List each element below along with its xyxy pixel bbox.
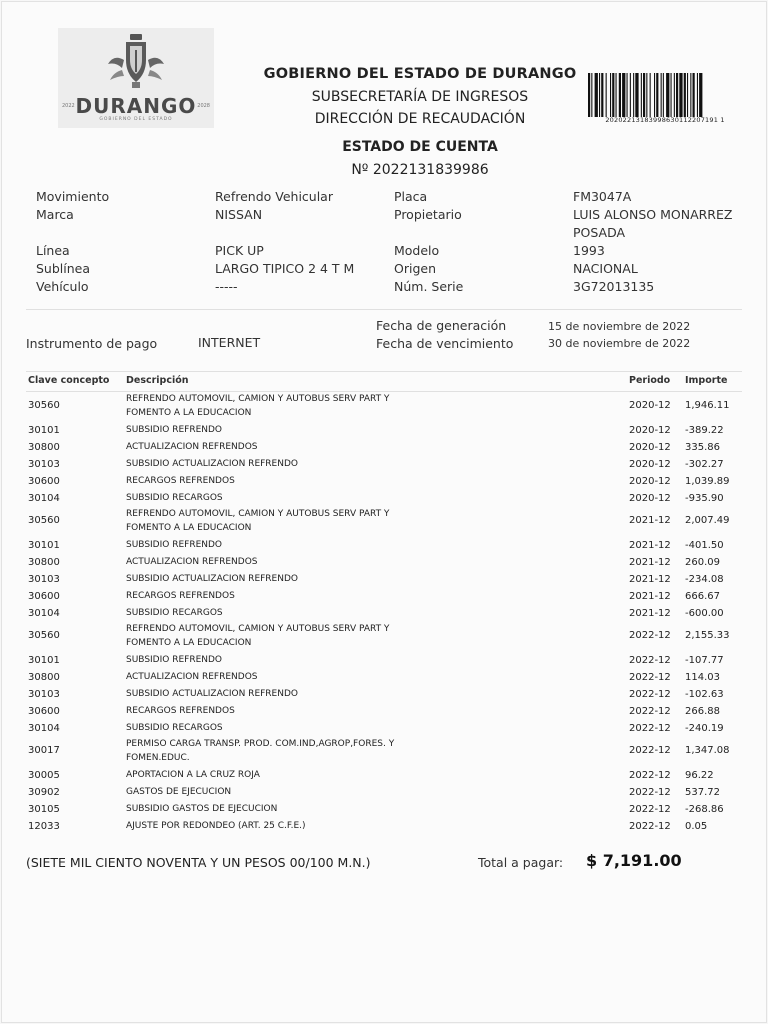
cell-descripcion <box>126 572 416 586</box>
document-title: ESTADO DE CUENTA <box>342 139 498 155</box>
instrumento-label: Instrumento de pago <box>26 336 158 351</box>
cell-descripcion <box>126 653 416 667</box>
header-clave: Clave concepto <box>28 375 110 386</box>
table-row <box>0 670 768 687</box>
descripcion-line1: SUBSIDIO REFRENDO <box>126 425 223 435</box>
cell-clave: 12033 <box>28 821 60 832</box>
fecha-vencimiento-label: Fecha de vencimiento <box>376 336 514 351</box>
instrumento-value: INTERNET <box>198 335 261 350</box>
cell-descripcion <box>126 819 416 833</box>
barcode-number: 20202213183998630112207191 1 <box>605 116 725 124</box>
cell-clave: 30103 <box>28 459 60 470</box>
cell-periodo: 2022-12 <box>629 723 671 734</box>
cell-clave: 30101 <box>28 655 60 666</box>
descripcion-line1: SUBSIDIO ACTUALIZACION REFRENDO <box>126 459 298 469</box>
barcode-icon <box>588 73 742 117</box>
movimiento-value: Refrendo Vehicular <box>215 189 333 204</box>
modelo-label: Modelo <box>394 243 440 258</box>
cell-descripcion <box>126 555 416 569</box>
cell-descripcion <box>126 704 416 718</box>
document-number: Nº 2022131839986 <box>351 162 489 178</box>
marca-value: NISSAN <box>215 207 263 222</box>
descripcion-line2: FOMENTO A LA EDUCACION <box>126 523 252 533</box>
cell-clave: 30560 <box>28 515 60 526</box>
linea-label: Línea <box>36 243 70 258</box>
cell-periodo: 2020-12 <box>629 493 671 504</box>
cell-importe: 1,347.08 <box>685 745 730 756</box>
cell-periodo: 2020-12 <box>629 459 671 470</box>
cell-importe: 2,007.49 <box>685 515 730 526</box>
cell-importe: -935.90 <box>685 493 724 504</box>
table-row <box>0 423 768 440</box>
descripcion-line2: FOMEN.EDUC. <box>126 753 190 763</box>
table-row <box>0 653 768 670</box>
cell-periodo: 2021-12 <box>629 608 671 619</box>
descripcion-line1: ACTUALIZACION REFRENDOS <box>126 672 258 682</box>
cell-importe: 114.03 <box>685 672 720 683</box>
total-label: Total a pagar: <box>478 855 564 870</box>
cell-descripcion <box>126 538 416 552</box>
cell-importe: 2,155.33 <box>685 630 730 641</box>
cell-descripcion <box>126 687 416 701</box>
cell-periodo: 2021-12 <box>629 591 671 602</box>
logo-subtitle: GOBIERNO DEL ESTADO <box>99 117 173 122</box>
table-row <box>0 572 768 589</box>
cell-descripcion <box>126 622 416 650</box>
cell-clave: 30101 <box>28 540 60 551</box>
descripcion-line1: REFRENDO AUTOMOVIL, CAMION Y AUTOBUS SERV PART Y <box>126 624 390 634</box>
cell-clave: 30104 <box>28 723 60 734</box>
table-row <box>0 687 768 704</box>
cell-periodo: 2020-12 <box>629 400 671 411</box>
table-row <box>0 491 768 508</box>
cell-clave: 30105 <box>28 804 60 815</box>
logo-wordmark: DURANGO <box>75 94 197 118</box>
origen-label: Origen <box>394 261 436 276</box>
sublinea-label: Sublínea <box>36 261 91 276</box>
cell-descripcion <box>126 768 416 782</box>
cell-importe: 335.86 <box>685 442 720 453</box>
descripcion-line1: SUBSIDIO REFRENDO <box>126 655 223 665</box>
cell-periodo: 2020-12 <box>629 476 671 487</box>
cell-periodo: 2021-12 <box>629 557 671 568</box>
cell-descripcion <box>126 670 416 684</box>
descripcion-line1: APORTACION A LA CRUZ ROJA <box>126 770 260 780</box>
total-value: $ 7,191.00 <box>586 851 682 870</box>
cell-periodo: 2020-12 <box>629 442 671 453</box>
divider <box>26 309 742 310</box>
table-row <box>0 802 768 819</box>
cell-clave: 30800 <box>28 442 60 453</box>
durango-logo <box>58 28 214 128</box>
movimiento-label: Movimiento <box>36 189 110 204</box>
table-row <box>0 704 768 721</box>
cell-clave: 30560 <box>28 400 60 411</box>
descripcion-line1: ACTUALIZACION REFRENDOS <box>126 557 258 567</box>
cell-descripcion <box>126 721 416 735</box>
total-in-words: (SIETE MIL CIENTO NOVENTA Y UN PESOS 00/100 M.N.) <box>26 855 371 870</box>
cell-clave: 30101 <box>28 425 60 436</box>
logo-year-left: 2022 <box>62 103 75 109</box>
propietario-value-line1: LUIS ALONSO MONARREZ <box>573 207 733 222</box>
cell-importe: -234.08 <box>685 574 724 585</box>
cell-clave: 30104 <box>28 608 60 619</box>
table-row <box>0 785 768 802</box>
vehiculo-label: Vehículo <box>36 279 89 294</box>
cell-clave: 30104 <box>28 493 60 504</box>
cell-periodo: 2022-12 <box>629 821 671 832</box>
cell-periodo: 2022-12 <box>629 770 671 781</box>
logo-year-right: 2028 <box>197 103 210 109</box>
cell-periodo: 2022-12 <box>629 804 671 815</box>
cell-clave: 30600 <box>28 591 60 602</box>
cell-importe: -240.19 <box>685 723 724 734</box>
placa-value: FM3047A <box>573 189 632 204</box>
descripcion-line1: SUBSIDIO ACTUALIZACION REFRENDO <box>126 689 298 699</box>
cell-descripcion <box>126 440 416 454</box>
cell-importe: -268.86 <box>685 804 724 815</box>
propietario-value-line2: POSADA <box>573 225 626 240</box>
descripcion-line1: RECARGOS REFRENDOS <box>126 476 235 486</box>
cell-periodo: 2022-12 <box>629 706 671 717</box>
descripcion-line1: GASTOS DE EJECUCION <box>126 787 232 797</box>
cell-importe: 260.09 <box>685 557 720 568</box>
descripcion-line1: REFRENDO AUTOMOVIL, CAMION Y AUTOBUS SERV PART Y <box>126 509 390 519</box>
cell-descripcion <box>126 589 416 603</box>
placa-label: Placa <box>394 189 428 204</box>
descripcion-line1: SUBSIDIO RECARGOS <box>126 493 223 503</box>
cell-periodo: 2021-12 <box>629 540 671 551</box>
table-row <box>0 606 768 623</box>
origen-value: NACIONAL <box>573 261 638 276</box>
cell-periodo: 2022-12 <box>629 630 671 641</box>
table-row <box>0 721 768 738</box>
cell-clave: 30560 <box>28 630 60 641</box>
cell-clave: 30005 <box>28 770 60 781</box>
cell-periodo: 2022-12 <box>629 689 671 700</box>
cell-periodo: 2021-12 <box>629 574 671 585</box>
cell-descripcion <box>126 392 416 420</box>
descripcion-line1: SUBSIDIO RECARGOS <box>126 723 223 733</box>
table-row <box>0 440 768 457</box>
cell-descripcion <box>126 737 416 765</box>
descripcion-line1: SUBSIDIO REFRENDO <box>126 540 223 550</box>
sublinea-value: LARGO TIPICO 2 4 T M <box>215 261 355 276</box>
modelo-value: 1993 <box>573 243 605 258</box>
table-row <box>0 768 768 785</box>
descripcion-line1: RECARGOS REFRENDOS <box>126 591 235 601</box>
vehiculo-value: ----- <box>215 279 238 294</box>
cell-clave: 30600 <box>28 476 60 487</box>
cell-descripcion <box>126 474 416 488</box>
table-row <box>0 555 768 572</box>
fecha-generacion-value: 15 de noviembre de 2022 <box>548 320 691 333</box>
cell-importe: 0.05 <box>685 821 708 832</box>
cell-periodo: 2021-12 <box>629 515 671 526</box>
table-row <box>0 819 768 836</box>
fecha-generacion-label: Fecha de generación <box>376 318 507 333</box>
cell-periodo: 2022-12 <box>629 655 671 666</box>
cell-importe: 1,946.11 <box>685 400 730 411</box>
cell-importe: 537.72 <box>685 787 720 798</box>
cell-descripcion <box>126 423 416 437</box>
propietario-label: Propietario <box>394 207 462 222</box>
table-row <box>0 393 768 423</box>
table-row <box>0 508 768 538</box>
divider <box>26 371 742 372</box>
serie-label: Núm. Serie <box>394 279 464 294</box>
cell-descripcion <box>126 802 416 816</box>
cell-descripcion <box>126 457 416 471</box>
subsecretaria-title: SUBSECRETARÍA DE INGRESOS <box>311 89 529 105</box>
cell-periodo: 2020-12 <box>629 425 671 436</box>
header-periodo: Periodo <box>629 375 671 386</box>
coat-of-arms-icon <box>104 30 168 94</box>
table-row <box>0 589 768 606</box>
descripcion-line2: FOMENTO A LA EDUCACION <box>126 638 252 648</box>
cell-periodo: 2022-12 <box>629 787 671 798</box>
cell-importe: -302.27 <box>685 459 724 470</box>
table-row <box>0 474 768 491</box>
table-row <box>0 738 768 768</box>
descripcion-line1: REFRENDO AUTOMOVIL, CAMION Y AUTOBUS SERV PART Y <box>126 394 390 404</box>
table-row <box>0 623 768 653</box>
cell-importe: -600.00 <box>685 608 724 619</box>
cell-descripcion <box>126 507 416 535</box>
cell-importe: 96.22 <box>685 770 714 781</box>
cell-clave: 30800 <box>28 557 60 568</box>
cell-importe: -389.22 <box>685 425 724 436</box>
cell-clave: 30800 <box>28 672 60 683</box>
government-title: GOBIERNO DEL ESTADO DE DURANGO <box>263 66 577 82</box>
descripcion-line1: SUBSIDIO RECARGOS <box>126 608 223 618</box>
serie-value: 3G72013135 <box>573 279 655 294</box>
cell-importe: -107.77 <box>685 655 724 666</box>
descripcion-line1: ACTUALIZACION REFRENDOS <box>126 442 258 452</box>
descripcion-line2: FOMENTO A LA EDUCACION <box>126 408 252 418</box>
header-descripcion: Descripción <box>126 375 189 386</box>
header-importe: Importe <box>685 375 728 386</box>
descripcion-line1: AJUSTE POR REDONDEO (ART. 25 C.F.E.) <box>126 821 306 831</box>
descripcion-line1: PERMISO CARGA TRANSP. PROD. COM.IND,AGROP,FORES. Y <box>126 739 395 749</box>
cell-importe: 666.67 <box>685 591 720 602</box>
cell-periodo: 2022-12 <box>629 672 671 683</box>
descripcion-line1: RECARGOS REFRENDOS <box>126 706 235 716</box>
cell-clave: 30600 <box>28 706 60 717</box>
table-row <box>0 538 768 555</box>
cell-descripcion <box>126 606 416 620</box>
cell-clave: 30103 <box>28 574 60 585</box>
descripcion-line1: SUBSIDIO GASTOS DE EJECUCION <box>126 804 278 814</box>
cell-periodo: 2022-12 <box>629 745 671 756</box>
cell-clave: 30017 <box>28 745 60 756</box>
cell-clave: 30902 <box>28 787 60 798</box>
cell-importe: -102.63 <box>685 689 724 700</box>
cell-importe: 266.88 <box>685 706 720 717</box>
cell-importe: 1,039.89 <box>685 476 730 487</box>
marca-label: Marca <box>36 207 74 222</box>
cell-importe: -401.50 <box>685 540 724 551</box>
cell-descripcion <box>126 785 416 799</box>
cell-descripcion <box>126 491 416 505</box>
cell-clave: 30103 <box>28 689 60 700</box>
fecha-vencimiento-value: 30 de noviembre de 2022 <box>548 337 691 350</box>
table-row <box>0 457 768 474</box>
linea-value: PICK UP <box>215 243 264 258</box>
direccion-title: DIRECCIÓN DE RECAUDACIÓN <box>314 111 526 127</box>
descripcion-line1: SUBSIDIO ACTUALIZACION REFRENDO <box>126 574 298 584</box>
